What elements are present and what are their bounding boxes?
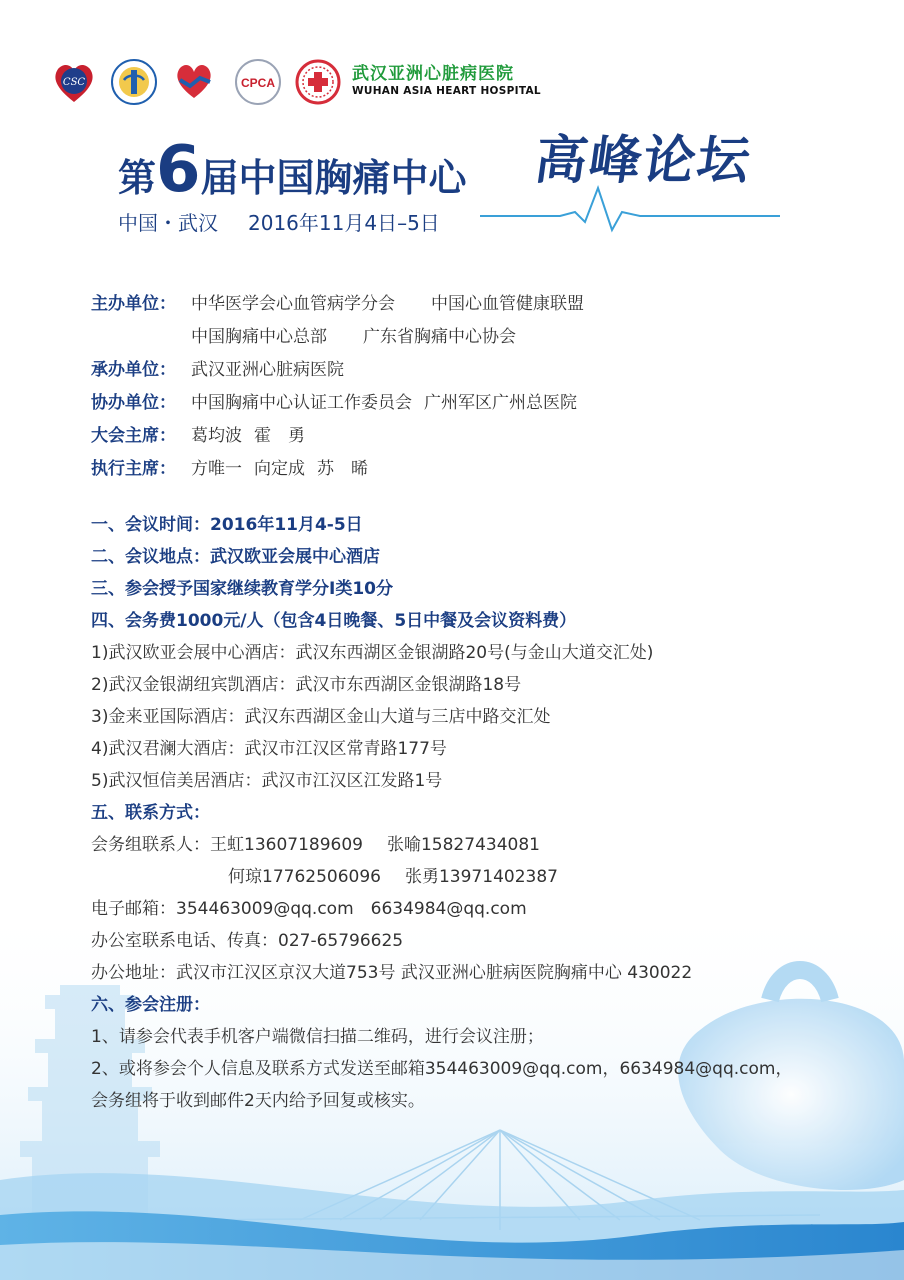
contact-person: 王虹13607189609 [210,835,363,855]
register-step: 会务组将于收到邮件2天内给予回复或核实。 [91,1091,425,1111]
org-value: 葛均波 [191,426,242,446]
org-value: 中华医学会心血管病学分会 [191,294,395,314]
meeting-place: 二、会议地点：武汉欧亚会展中心酒店 [91,547,380,567]
hotel-item: 2)武汉金银湖纽宾凯酒店：武汉市东西湖区金银湖路18号 [91,675,522,695]
forum-title [118,133,467,208]
org-value: 广东省胸痛中心协会 [363,327,516,347]
org-line [91,420,851,453]
contact-person: 张喻15827434081 [386,835,540,855]
meeting-time: 一、会议时间：2016年11月4-5日 [91,515,363,535]
hospital-name-cn: 武汉亚洲心脏病医院 [352,64,514,84]
title-main: 届中国胸痛中心 [200,156,467,200]
csc-heart-logo [50,58,98,106]
meeting-info [91,509,891,1117]
china-chest-pain-center-logo [110,58,158,106]
title-calligraphy: 高峰论坛 [531,130,756,191]
cpca-logo [234,58,282,106]
contact-address: 办公地址：武汉市江汉区京汉大道753号 武汉亚洲心脏病医院胸痛中心 430022 [91,963,693,983]
org-value: 中国胸痛中心总部 [191,327,327,347]
contact-email: 电子邮箱：354463009@qq.com 6634984@qq.com [91,899,527,919]
contact-heading: 五、联系方式： [91,803,210,823]
org-value: 武汉亚洲心脏病医院 [191,360,344,380]
contacts-label: 会务组联系人： [91,835,210,855]
forum-date: 2016年11月4日–5日 [248,211,440,235]
contact-phone: 办公室联系电话、传真：027-65796625 [91,931,404,951]
hotel-item: 4)武汉君澜大酒店：武汉市江汉区常青路177号 [91,739,447,759]
title-number: 6 [156,133,201,207]
register-heading: 六、参会注册： [91,995,210,1015]
title-prefix: 第 [118,156,157,200]
org-value: 中国胸痛中心认证工作委员会 [191,393,412,413]
contact-row [91,829,891,861]
org-line [91,288,851,321]
hospital-name-en: WUHAN ASIA HEART HOSPITAL [352,85,541,97]
org-label: 执行主席： [91,459,176,479]
org-label: 大会主席： [91,426,176,446]
cpca-logo-text: CPCA [240,76,276,90]
organizer-list [91,288,851,486]
org-value: 苏 晞 [317,459,368,479]
hospital-name [352,64,541,98]
ecg-line-icon [480,182,780,234]
csc-logo-text: CSC [62,77,86,88]
meeting-credit: 三、参会授予国家继续教育学分Ⅰ类10分 [91,579,393,599]
org-label: 主办单位： [91,294,176,314]
org-value: 方唯一 [191,459,242,479]
org-label: 协办单位： [91,393,176,413]
org-line [91,453,851,486]
contact-person: 何琼17762506096 [228,867,381,887]
org-line [91,354,851,387]
org-value: 向定成 [254,459,305,479]
hotel-item: 5)武汉恒信美居酒店：武汉市江汉区江发路1号 [91,771,443,791]
contact-person: 张勇13971402387 [404,867,558,887]
org-value: 霍 勇 [254,426,305,446]
forum-location: 中国・武汉 [118,211,218,235]
meeting-fee: 四、会务费1000元/人（包含4日晚餐、5日中餐及会议资料费） [91,611,577,631]
red-cross-logo [294,58,342,106]
register-step: 2、或将参会个人信息及联系方式发送至邮箱354463009@qq.com，6634984@qq.com， [91,1059,793,1079]
org-line [91,387,851,420]
contact-row [91,861,891,893]
heart-alliance-logo [170,58,218,106]
register-step: 1、请参会代表手机客户端微信扫描二维码，进行会议注册； [91,1027,544,1047]
forum-subtitle [118,207,440,236]
org-value: 广州军区广州总医院 [424,393,577,413]
hotel-item: 1)武汉欧亚会展中心酒店：武汉东西湖区金银湖路20号(与金山大道交汇处) [91,643,654,663]
org-label: 承办单位： [91,360,176,380]
org-value: 中国心血管健康联盟 [431,294,584,314]
org-line [91,321,851,354]
hotel-item: 3)金来亚国际酒店：武汉东西湖区金山大道与三店中路交汇处 [91,707,551,727]
